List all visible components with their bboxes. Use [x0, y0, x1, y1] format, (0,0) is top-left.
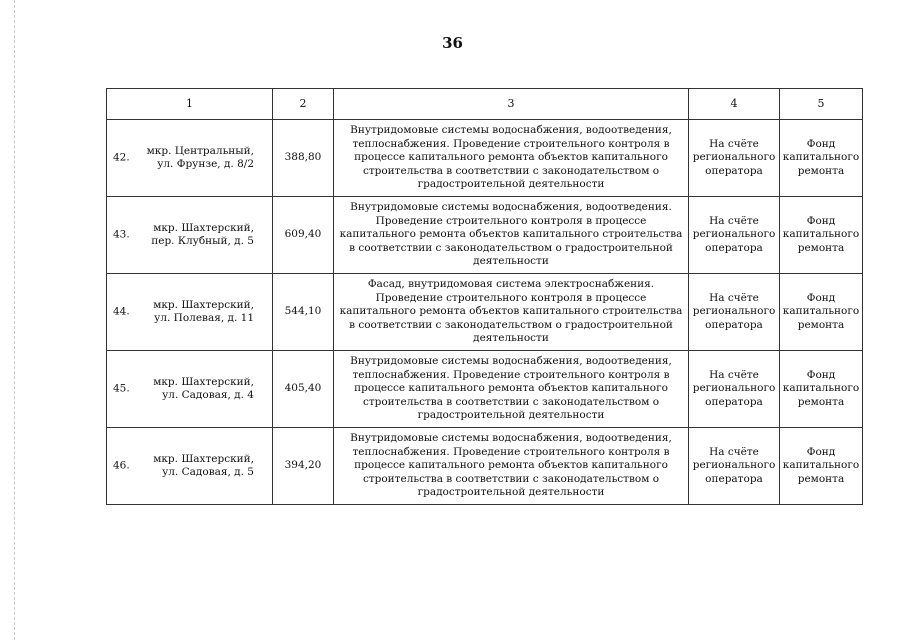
area-cell: 609,40	[273, 197, 334, 274]
account-cell: На счёте регионального оператора	[689, 120, 780, 197]
area-cell: 394,20	[273, 428, 334, 505]
table-header-row	[107, 89, 863, 120]
account-cell: На счёте регионального оператора	[689, 197, 780, 274]
address-cell	[107, 197, 273, 274]
works-cell: Внутридомовые системы водоснабжения, водоотведения, теплоснабжения. Проведение строительного контроля в процессе капитального ремонта объектов капитального строительства в соответствии с законодательством о градостроительной деятельности	[334, 428, 689, 505]
page-number: 36	[442, 34, 463, 52]
column-header: 1	[107, 89, 273, 120]
table-row	[107, 274, 863, 351]
address-text: мкр. Шахтерский, ул. Садовая, д. 5	[153, 452, 254, 478]
address-cell	[107, 274, 273, 351]
address-text: мкр. Шахтерский, пер. Клубный, д. 5	[151, 221, 254, 247]
address-cell	[107, 428, 273, 505]
column-header: 3	[334, 89, 689, 120]
column-header: 4	[689, 89, 780, 120]
address-text: мкр. Центральный, ул. Фрунзе, д. 8/2	[146, 144, 254, 170]
table-row	[107, 428, 863, 505]
works-cell: Внутридомовые системы водоснабжения, водоотведения, теплоснабжения. Проведение строительного контроля в процессе капитального ремонта объектов капитального строительства в соответствии с законодательством о градостроительной деятельности	[334, 120, 689, 197]
row-number: 44.	[113, 305, 130, 318]
row-number: 43.	[113, 228, 130, 241]
row-number: 42.	[113, 151, 130, 164]
column-header: 5	[780, 89, 863, 120]
address-cell	[107, 351, 273, 428]
table-row	[107, 197, 863, 274]
row-number: 46.	[113, 459, 130, 472]
account-cell: На счёте регионального оператора	[689, 351, 780, 428]
repair-works-table	[106, 88, 863, 505]
fund-cell: Фонд капитального ремонта	[780, 274, 863, 351]
fund-cell: Фонд капитального ремонта	[780, 351, 863, 428]
address-text: мкр. Шахтерский, ул. Полевая, д. 11	[153, 298, 254, 324]
address-cell	[107, 120, 273, 197]
account-cell: На счёте регионального оператора	[689, 274, 780, 351]
works-cell: Внутридомовые системы водоснабжения, водоотведения. Проведение строительного контроля в процессе капитального ремонта объектов капитального строительства в соответствии с законодательством о градостроительной деятельности	[334, 197, 689, 274]
works-cell: Внутридомовые системы водоснабжения, водоотведения, теплоснабжения. Проведение строительного контроля в процессе капитального ремонта объектов капитального строительства в соответствии с законодательством о градостроительной деятельности	[334, 351, 689, 428]
table-row	[107, 351, 863, 428]
area-cell: 544,10	[273, 274, 334, 351]
account-cell: На счёте регионального оператора	[689, 428, 780, 505]
fund-cell: Фонд капитального ремонта	[780, 120, 863, 197]
address-text: мкр. Шахтерский, ул. Садовая, д. 4	[153, 375, 254, 401]
table-row	[107, 120, 863, 197]
column-header: 2	[273, 89, 334, 120]
fund-cell: Фонд капитального ремонта	[780, 197, 863, 274]
row-number: 45.	[113, 382, 130, 395]
scan-edge-line	[14, 0, 15, 640]
fund-cell: Фонд капитального ремонта	[780, 428, 863, 505]
area-cell: 388,80	[273, 120, 334, 197]
works-cell: Фасад, внутридомовая система электроснабжения. Проведение строительного контроля в процессе капитального ремонта объектов капитального строительства в соответствии с законодательством о градостроительной деятельности	[334, 274, 689, 351]
area-cell: 405,40	[273, 351, 334, 428]
